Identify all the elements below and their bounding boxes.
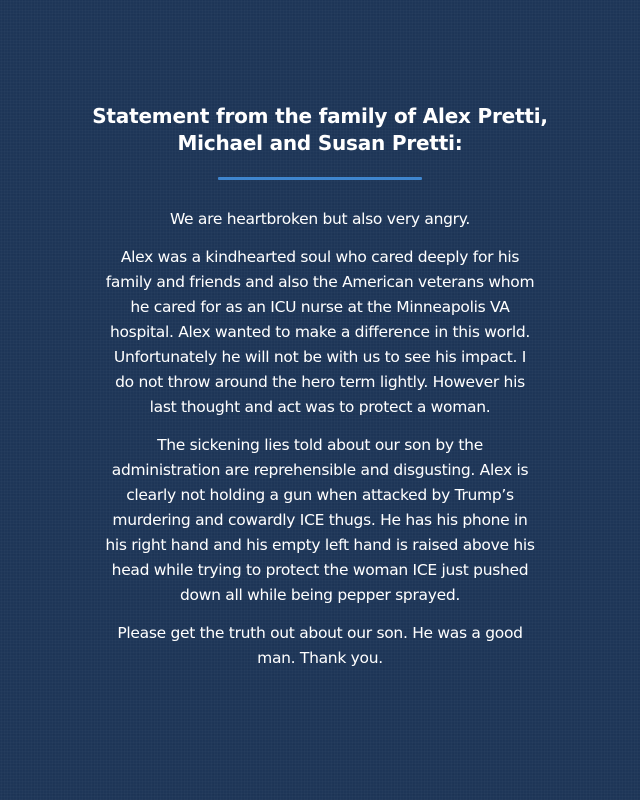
text-line: Please get the truth out about our son. He was a good bbox=[117, 624, 523, 642]
paragraph-about-alex bbox=[40, 245, 600, 420]
text-line: clearly not holding a gun when attacked by Trump’s bbox=[126, 486, 514, 504]
text-line: head while trying to protect the woman ICE just pushed bbox=[111, 561, 529, 579]
text-line: last thought and act was to protect a woman. bbox=[149, 398, 491, 416]
title-line: Michael and Susan Pretti: bbox=[177, 131, 463, 155]
text-line: his right hand and his empty left hand is raised above his bbox=[105, 536, 535, 554]
text-line: murdering and cowardly ICE thugs. He has his phone in bbox=[112, 511, 528, 529]
paragraph-about-lies bbox=[40, 433, 600, 608]
statement-body bbox=[40, 207, 600, 671]
text-line: We are heartbroken but also very angry. bbox=[169, 210, 471, 228]
text-line: administration are reprehensible and disgusting. Alex is bbox=[111, 461, 529, 479]
text-line: family and friends and also the American veterans whom bbox=[105, 273, 535, 291]
statement-title bbox=[40, 103, 600, 157]
title-divider bbox=[218, 177, 422, 180]
text-line: he cared for as an ICU nurse at the Minneapolis VA bbox=[130, 298, 510, 316]
text-line: The sickening lies told about our son by the bbox=[157, 436, 483, 454]
paragraph-opening bbox=[40, 207, 600, 232]
paragraph-closing bbox=[40, 621, 600, 671]
text-line: Alex was a kindhearted soul who cared deeply for his bbox=[120, 248, 520, 266]
text-line: Unfortunately he will not be with us to see his impact. I bbox=[113, 348, 527, 366]
text-line: down all while being pepper sprayed. bbox=[180, 586, 460, 604]
text-line: hospital. Alex wanted to make a difference in this world. bbox=[109, 323, 531, 341]
text-line: man. Thank you. bbox=[257, 649, 383, 667]
title-line: Statement from the family of Alex Pretti, bbox=[92, 104, 548, 128]
text-line: do not throw around the hero term lightly. However his bbox=[115, 373, 525, 391]
